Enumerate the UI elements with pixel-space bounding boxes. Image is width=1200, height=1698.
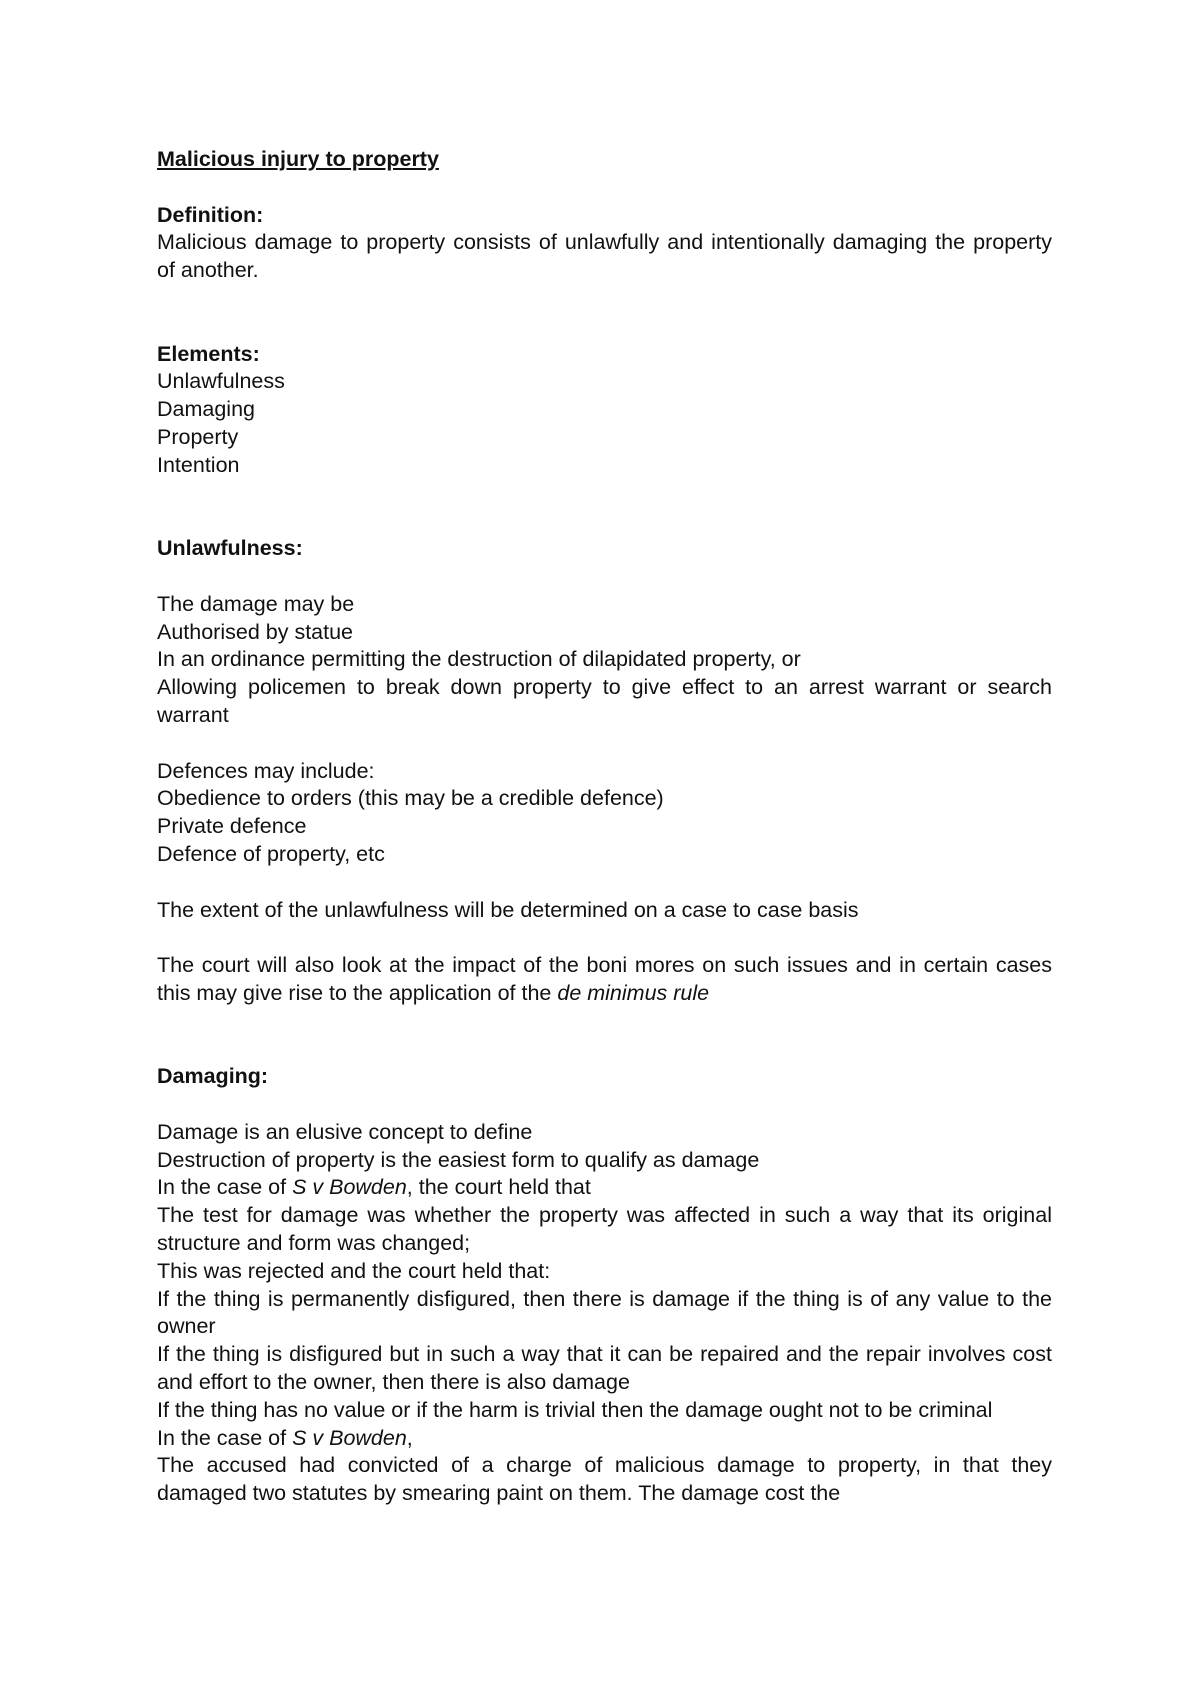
extent-text: The extent of the unlawfulness will be determined on a case to case basis (157, 897, 859, 922)
elements-item: Intention (157, 452, 240, 477)
elements-heading: Elements: (157, 341, 260, 366)
case-suffix: , (406, 1425, 413, 1450)
damage-rule: If the thing is disfigured but in such a way that it can be repaired and the repair involves cost and effort to the owner, then there is also damage (157, 1342, 1052, 1395)
unlawfulness-item: In an ordinance permitting the destruction of dilapidated property, or (157, 647, 801, 672)
spacer (157, 869, 1052, 897)
definition-text: Malicious damage to property consists of unlawfully and intentionally damaging the property of another. (157, 230, 1052, 283)
elements-item: Damaging (157, 397, 255, 422)
defence-item: Private defence (157, 814, 307, 839)
spacer (157, 563, 1052, 591)
case-suffix: , the court held that (406, 1175, 591, 1200)
damaging-line: Destruction of property is the easiest form to qualify as damage (157, 1147, 760, 1172)
defence-item: Defence of property, etc (157, 841, 385, 866)
damaging-line: Damage is an elusive concept to define (157, 1119, 533, 1144)
de-minimus-term: de minimus rule (557, 980, 710, 1005)
case-reference (157, 1174, 1052, 1202)
case-prefix: In the case of (157, 1175, 293, 1200)
elements-item: Property (157, 424, 239, 449)
document-title: Malicious injury to property (157, 147, 439, 171)
case-name: S v Bowden (292, 1425, 407, 1450)
spacer (157, 174, 1052, 202)
unlawfulness-item: Authorised by statue (157, 619, 354, 644)
case-facts-text: The accused had convicted of a charge of malicious damage to property, in that they damaged two statutes by smearing paint on them. The damage cost the (157, 1453, 1052, 1506)
spacer (157, 1008, 1052, 1064)
elements-item: Unlawfulness (157, 369, 285, 394)
damaging-heading: Damaging: (157, 1064, 269, 1089)
damage-test-text: The test for damage was whether the property was affected in such a way that its original structure and form was changed; (157, 1203, 1052, 1256)
unlawfulness-item: Allowing policemen to break down property to give effect to an arrest warrant or search warrant (157, 675, 1052, 727)
spacer (157, 480, 1052, 536)
definition-heading: Definition: (157, 202, 264, 227)
damage-rule: If the thing has no value or if the harm is trivial then the damage ought not to be criminal (157, 1397, 993, 1422)
defences-intro: Defences may include: (157, 758, 375, 783)
unlawfulness-intro: The damage may be (157, 591, 355, 616)
boni-mores-paragraph (157, 952, 1052, 1008)
damage-rule: If the thing is permanently disfigured, then there is damage if the thing is of any value to the owner (157, 1286, 1052, 1339)
spacer (157, 730, 1052, 758)
boni-mores-text: The court will also look at the impact of the boni mores on such issues and in certain cases this may give rise to the application of the (157, 953, 1052, 1005)
case-prefix: In the case of (157, 1425, 293, 1450)
case-name: S v Bowden (292, 1175, 407, 1200)
spacer (157, 1091, 1052, 1119)
case-reference (157, 1425, 1052, 1453)
unlawfulness-heading: Unlawfulness: (157, 536, 303, 561)
document-page (157, 146, 1052, 1508)
defence-item: Obedience to orders (this may be a credible defence) (157, 786, 664, 811)
spacer (157, 924, 1052, 952)
rejected-text: This was rejected and the court held that: (157, 1258, 551, 1283)
spacer (157, 285, 1052, 341)
